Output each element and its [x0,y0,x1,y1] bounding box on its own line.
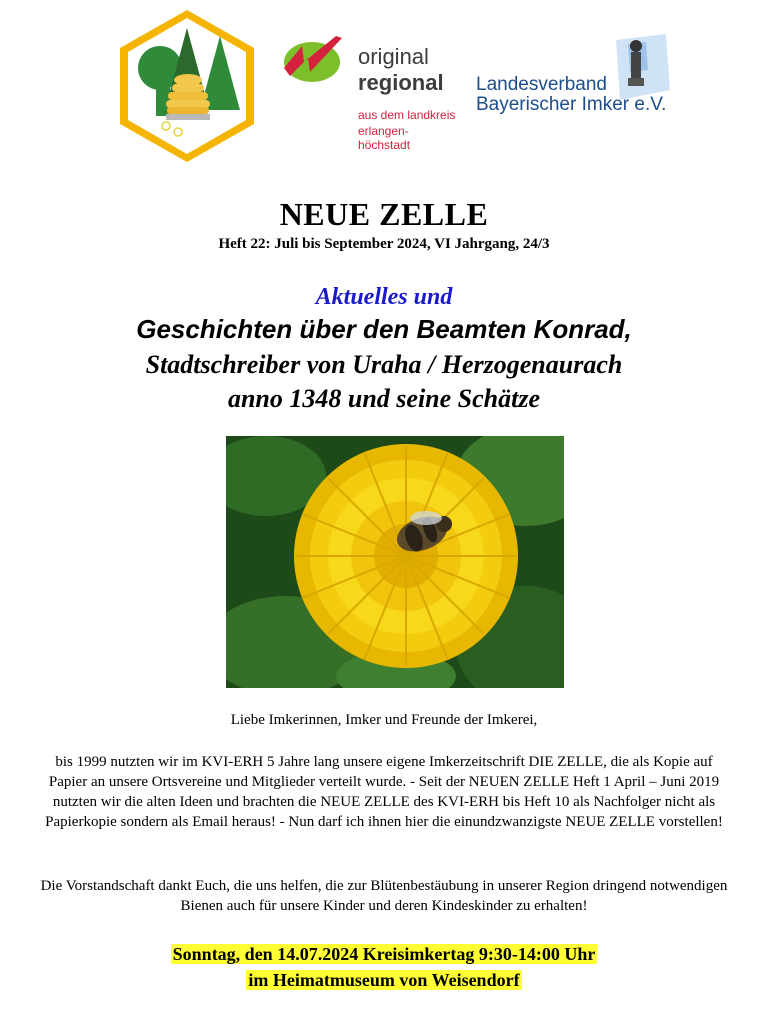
headline-geschichten: Geschichten über den Beamten Konrad, [136,314,632,344]
issue-info: Heft 22: Juli bis September 2024, VI Jahrgang, 24/3 [218,236,550,252]
thanks-paragraph: Die Vorstandschaft dankt Euch, die uns helfen, die zur Blütenbestäubung in unserer Region dringend notwendigen Bienen auch für unsere Kinder und deren Kindeskinder zu erhalten! [40,878,728,914]
landesverband-line1: Landesverband [476,74,607,95]
newsletter-title: NEUE ZELLE [279,196,489,232]
beehive-icon [112,6,262,166]
intro-paragraph: bis 1999 nutzten wir im KVI-ERH 5 Jahre lang unsere eigene Imkerzeitschrift DIE ZELLE, die als Kopie auf Papier an unsere Ortsvereine und Mitglieder verteilt wurde. - Seit der NEUEN ZELLE Heft 1 April – Juni 2019 nutzten wir die alten Ideen und brachten die NEUE ZELLE des KVI-ERH bis Heft 10 als Nachfolger nicht als Papierkopie sondern als Email heraus! - Nun darf ich ihnen hier die einundzwanzigste NEUE ZELLE vorstellen! [45,754,723,830]
landesverband-line2: Bayerischer Imker e.V. [476,94,667,115]
bee-on-dandelion-photo [226,436,564,688]
greeting: Liebe Imkerinnen, Imker und Freunde der Imkerei, [230,712,538,728]
beekeeper-association-logo [112,6,262,166]
original-regional-logo [280,24,460,152]
event-date-text: Sonntag, den 14.07.2024 Kreisimkertag 9:30-14:00 Uhr [172,944,596,964]
original-regional-sub1: aus dem landkreis [358,108,456,122]
original-regional-word2: regional [358,70,444,95]
headline-aktuelles: Aktuelles und [315,284,453,310]
original-regional-word1: original [358,44,429,69]
regional-brand-icon [280,28,360,98]
event-date-line [0,944,768,965]
event-location-line [0,970,768,991]
headline-anno: anno 1348 und seine Schätze [227,384,541,413]
dandelion-bee-image [226,436,564,688]
headline-stadtschreiber: Stadtschreiber von Uraha / Herzogenaurach [145,350,623,379]
original-regional-sub2: erlangen-höchstadt [358,124,411,152]
event-location-text: im Heimatmuseum von Weisendorf [248,970,520,990]
dandelion-flower [294,444,518,668]
landesverband-logo [470,30,690,130]
